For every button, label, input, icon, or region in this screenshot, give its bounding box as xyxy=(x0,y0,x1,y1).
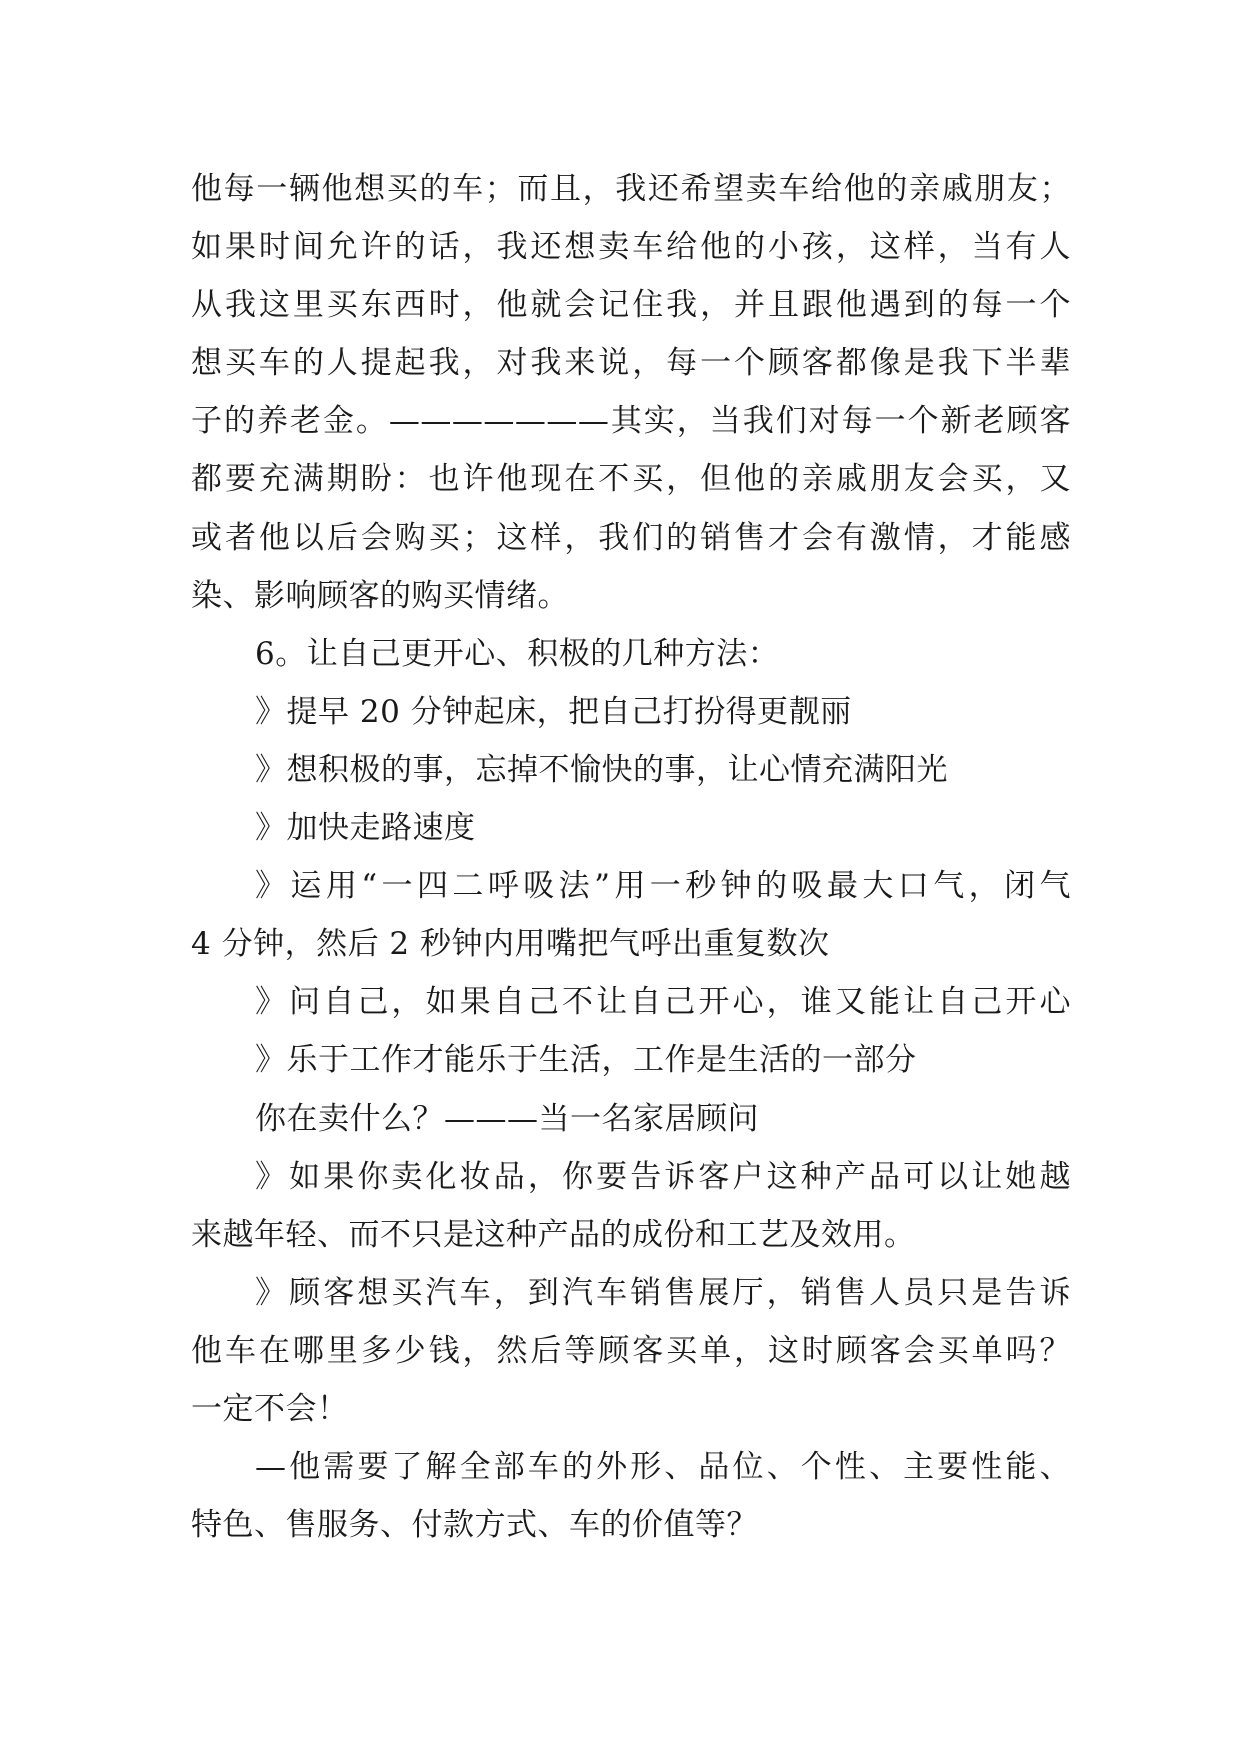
text-line: 》乐于工作才能乐于生活，工作是生活的一部分 xyxy=(255,1042,917,1079)
text-line: 或者他以后会购买；这样，我们的销售才会有激情，才能感 xyxy=(191,519,1071,556)
document-body xyxy=(191,160,1071,1554)
text-line: 》如果你卖化妆品，你要告诉客户这种产品可以让她越 xyxy=(255,1158,1071,1195)
text-line: 6。让自己更开心、积极的几种方法： xyxy=(255,635,780,672)
text-line: 》加快走路速度 xyxy=(255,810,476,847)
text-line: 从我这里买东西时，他就会记住我，并且跟他遇到的每一个 xyxy=(191,287,1071,324)
text-line: 》运用“一四二呼吸法”用一秒钟的吸最大口气，闭气 xyxy=(255,868,1071,905)
text-line: 》提早 20 分钟起床，把自己打扮得更靓丽 xyxy=(255,693,852,730)
text-line: —他需要了解全部车的外形、品位、个性、主要性能、 xyxy=(255,1449,1071,1486)
text-line: 》顾客想买汽车，到汽车销售展厅，销售人员只是告诉 xyxy=(255,1274,1071,1311)
text-line: 》想积极的事，忘掉不愉快的事，让心情充满阳光 xyxy=(255,751,948,788)
text-line: 来越年轻、而不只是这种产品的成份和工艺及效用。 xyxy=(191,1216,916,1253)
text-line: 他车在哪里多少钱，然后等顾客买单，这时顾客会买单吗？ xyxy=(191,1332,1071,1369)
text-line: 》问自己，如果自己不让自己开心，谁又能让自己开心 xyxy=(255,984,1071,1021)
text-line: 一定不会！ xyxy=(191,1390,349,1427)
text-line: 他每一辆他想买的车；而且，我还希望卖车给他的亲戚朋友； xyxy=(191,171,1071,207)
text-line: 特色、售服务、付款方式、车的价值等？ xyxy=(191,1507,758,1544)
text-line: 如果时间允许的话，我还想卖车给他的小孩，这样，当有人 xyxy=(191,229,1071,266)
text-line: 染、影响顾客的购买情绪。 xyxy=(191,577,569,614)
text-line: 子的养老金。———————其实，当我们对每一个新老顾客 xyxy=(191,403,1071,440)
text-line: 你在卖什么？———当一名家居顾问 xyxy=(255,1100,759,1137)
text-line: 都要充满期盼：也许他现在不买，但他的亲戚朋友会买，又 xyxy=(191,461,1071,498)
text-line: 想买车的人提起我，对我来说，每一个顾客都像是我下半辈 xyxy=(191,345,1071,382)
text-line: 4 分钟，然后 2 秒钟内用嘴把气呼出重复数次 xyxy=(191,926,830,963)
